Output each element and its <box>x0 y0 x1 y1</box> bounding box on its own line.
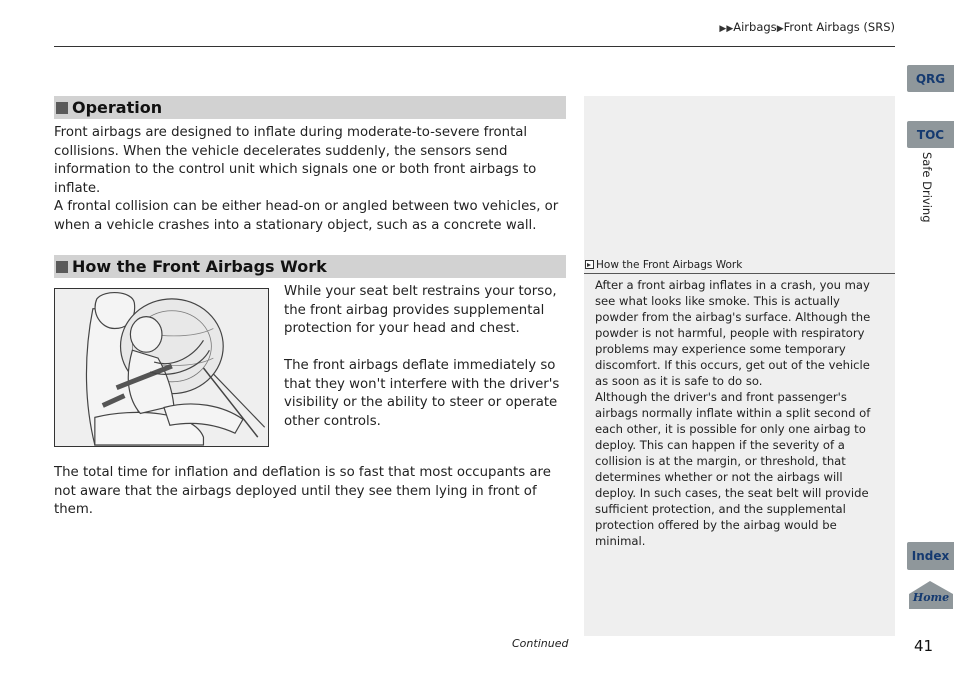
how-airbags-work-title: How the Front Airbags Work <box>72 257 327 276</box>
home-icon <box>907 580 954 610</box>
note-paragraph-2: Although the driver's and front passenger's airbags normally inflate within a split second of each other, it is possible for only one airbag to deploy. This can happen if the severity of a collision is at the margin, or threshold, that determines whether or not the airbags will deploy. In such cases, the seat belt will provide sufficient protection, and the supplemental protection offered by the airbag would be minimal. <box>595 390 871 548</box>
section-square-icon <box>56 102 68 114</box>
how-airbags-bottom-paragraph: The total time for inflation and deflation is so fast that most occupants are not aware that the airbags deployed until they see them lying in front of them. <box>54 465 551 517</box>
note-heading-text: How the Front Airbags Work <box>596 258 743 271</box>
header-divider <box>54 46 895 47</box>
how-airbags-work-heading <box>54 255 566 278</box>
breadcrumb <box>719 20 895 34</box>
breadcrumb-arrows: ▶▶ <box>719 24 734 34</box>
airbag-illustration <box>54 288 269 447</box>
operation-paragraph-1: Front airbags are designed to inflate during moderate-to-severe frontal collisions. When the vehicle decelerates suddenly, the sensors send information to the control unit which signals one or both front airbags to inflate. <box>54 125 537 196</box>
page-number: 41 <box>914 637 934 655</box>
qrg-button[interactable]: QRG <box>907 65 954 92</box>
note-paragraph-1: After a front airbag inflates in a crash, you may see what looks like smoke. This is actually powder from the airbag's surface. Although the powder is not harmful, people with respiratory problems may experience some temporary discomfort. If this occurs, get out of the vehicle as soon as it is safe to do so. <box>595 278 871 388</box>
driver-airbag-drawing <box>55 289 268 446</box>
continued-label: Continued <box>512 637 569 650</box>
breadcrumb-link-airbags[interactable]: Airbags <box>733 20 777 34</box>
toc-button[interactable]: TOC <box>907 121 954 148</box>
breadcrumb-current: Front Airbags (SRS) <box>783 20 895 34</box>
operation-heading <box>54 96 566 119</box>
section-label-safe-driving: Safe Driving <box>920 152 934 223</box>
index-button[interactable]: Index <box>907 542 954 570</box>
operation-title: Operation <box>72 98 163 117</box>
note-reference-icon <box>585 260 594 269</box>
home-label: Home <box>912 591 950 604</box>
breadcrumb-separator: ▶ <box>776 24 784 34</box>
how-airbags-side-paragraph-2: The front airbags deflate immediately so that they won't interfere with the driver's visibility or the ability to steer or operate other controls. <box>284 358 560 429</box>
home-button[interactable] <box>907 580 954 610</box>
note-heading <box>584 256 895 274</box>
section-square-icon <box>56 261 68 273</box>
operation-paragraph-2: A frontal collision can be either head-on or angled between two vehicles, or when a vehicle crashes into a stationary object, such as a concrete wall. <box>54 199 559 233</box>
how-airbags-side-paragraph-1: While your seat belt restrains your torso, the front airbag provides supplemental protection for your head and chest. <box>284 284 557 336</box>
